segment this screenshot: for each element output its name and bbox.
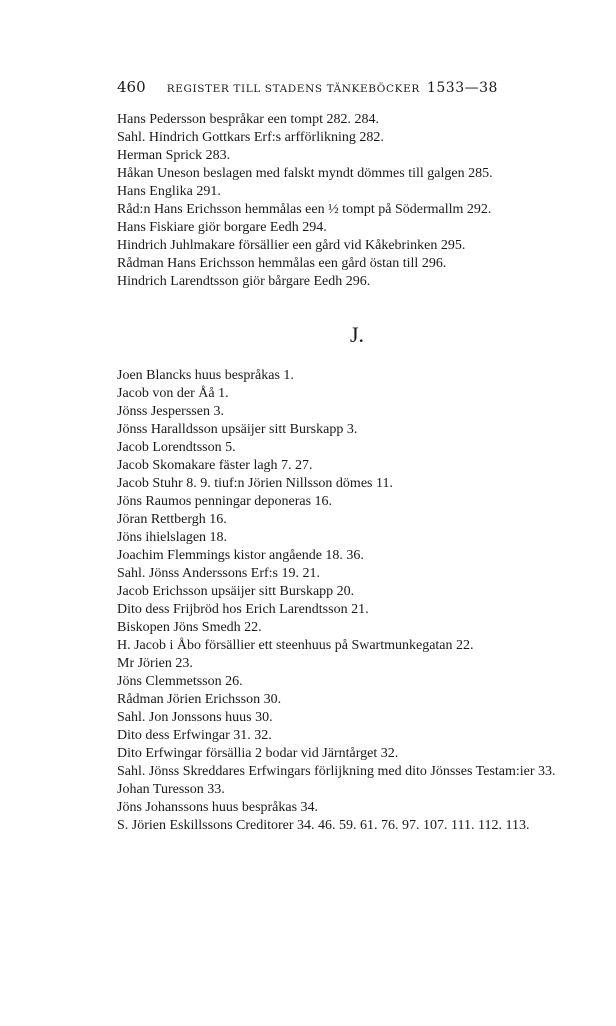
index-entry: Jacob von der Åå 1.	[117, 386, 229, 401]
running-title: REGISTER TILL STADENS TÄNKEBÖCKER	[166, 83, 420, 95]
running-title-years: 1533—38	[426, 80, 498, 96]
index-entry: Sahl. Jon Jonssons huus 30.	[117, 710, 273, 725]
index-entry: Biskopen Jöns Smedh 22.	[117, 620, 262, 635]
index-entry: Råd:n Hans Erichsson hemmålas een ½ tompt på Södermallm 292.	[117, 202, 492, 217]
index-entry: Sahl. Jönss Skreddares Erfwingars förlijkning med dito Jönsses Testam:ier 33.	[117, 764, 556, 779]
index-entry: Dito dess Frijbröd hos Erich Larendtsson 21.	[117, 602, 369, 617]
index-entry: Hindrich Juhlmakare försällier een gård vid Kåkebrinken 295.	[117, 238, 466, 253]
index-entry: Sahl. Hindrich Gottkars Erf:s arfförlikning 282.	[117, 130, 384, 145]
index-entry: Johan Turesson 33.	[117, 782, 225, 797]
index-section-j	[117, 367, 602, 835]
section-letter-heading: J.	[350, 322, 365, 347]
index-entry: Jacob Lorendtsson 5.	[117, 440, 236, 455]
index-entry: Hans Fiskiare giör borgare Eedh 294.	[117, 220, 327, 235]
index-entry: H. Jacob i Åbo försällier ett steenhuus på Swartmunkegatan 22.	[117, 638, 474, 653]
index-entry: Jöns ihielslagen 18.	[117, 530, 228, 545]
index-entry: Hans Englika 291.	[117, 184, 221, 199]
index-entry: Jacob Skomakare fäster lagh 7. 27.	[117, 458, 313, 473]
index-entry: Jöran Rettbergh 16.	[117, 512, 227, 527]
index-entry: Jönss Jesperssen 3.	[117, 404, 224, 419]
index-entry: Hindrich Larendtsson giör bårgare Eedh 296.	[117, 274, 371, 289]
index-section-h	[117, 111, 602, 291]
index-entry: Rådman Hans Erichsson hemmålas een gård östan till 296.	[117, 256, 447, 271]
index-entry: Joen Blancks huus bespråkas 1.	[117, 368, 294, 383]
index-entry: Dito Erfwingar försällia 2 bodar vid Järntårget 32.	[117, 746, 399, 761]
index-entry: Mr Jörien 23.	[117, 656, 193, 671]
index-entry: S. Jörien Eskillssons Creditorer 34. 46. 59. 61. 76. 97. 107. 111. 112. 113.	[117, 818, 530, 833]
index-entry: Dito dess Erfwingar 31. 32.	[117, 728, 272, 743]
index-entry: Sahl. Jönss Anderssons Erf:s 19. 21.	[117, 566, 321, 581]
running-header	[117, 77, 537, 97]
index-entry: Hans Pedersson bespråkar een tompt 282. 284.	[117, 112, 380, 127]
index-entry: Jacob Erichsson upsäijer sitt Burskapp 20.	[117, 584, 355, 599]
index-entry: Herman Sprick 283.	[117, 148, 231, 163]
index-entry: Jöns Clemmetsson 26.	[117, 674, 243, 689]
index-entry: Jacob Stuhr 8. 9. tiuf:n Jörien Nillsson dömes 11.	[117, 476, 393, 491]
index-entry: Joachim Flemmings kistor angående 18. 36.	[117, 548, 364, 563]
page-number: 460	[117, 78, 146, 96]
index-entry: Jönss Haralldsson upsäijer sitt Burskapp 3.	[117, 422, 358, 437]
index-entry: Håkan Uneson beslagen med falskt myndt dömmes till galgen 285.	[117, 166, 493, 181]
index-entry: Jöns Johanssons huus bespråkas 34.	[117, 800, 319, 815]
index-entry: Rådman Jörien Erichsson 30.	[117, 692, 282, 707]
index-entry: Jöns Raumos penningar deponeras 16.	[117, 494, 333, 509]
